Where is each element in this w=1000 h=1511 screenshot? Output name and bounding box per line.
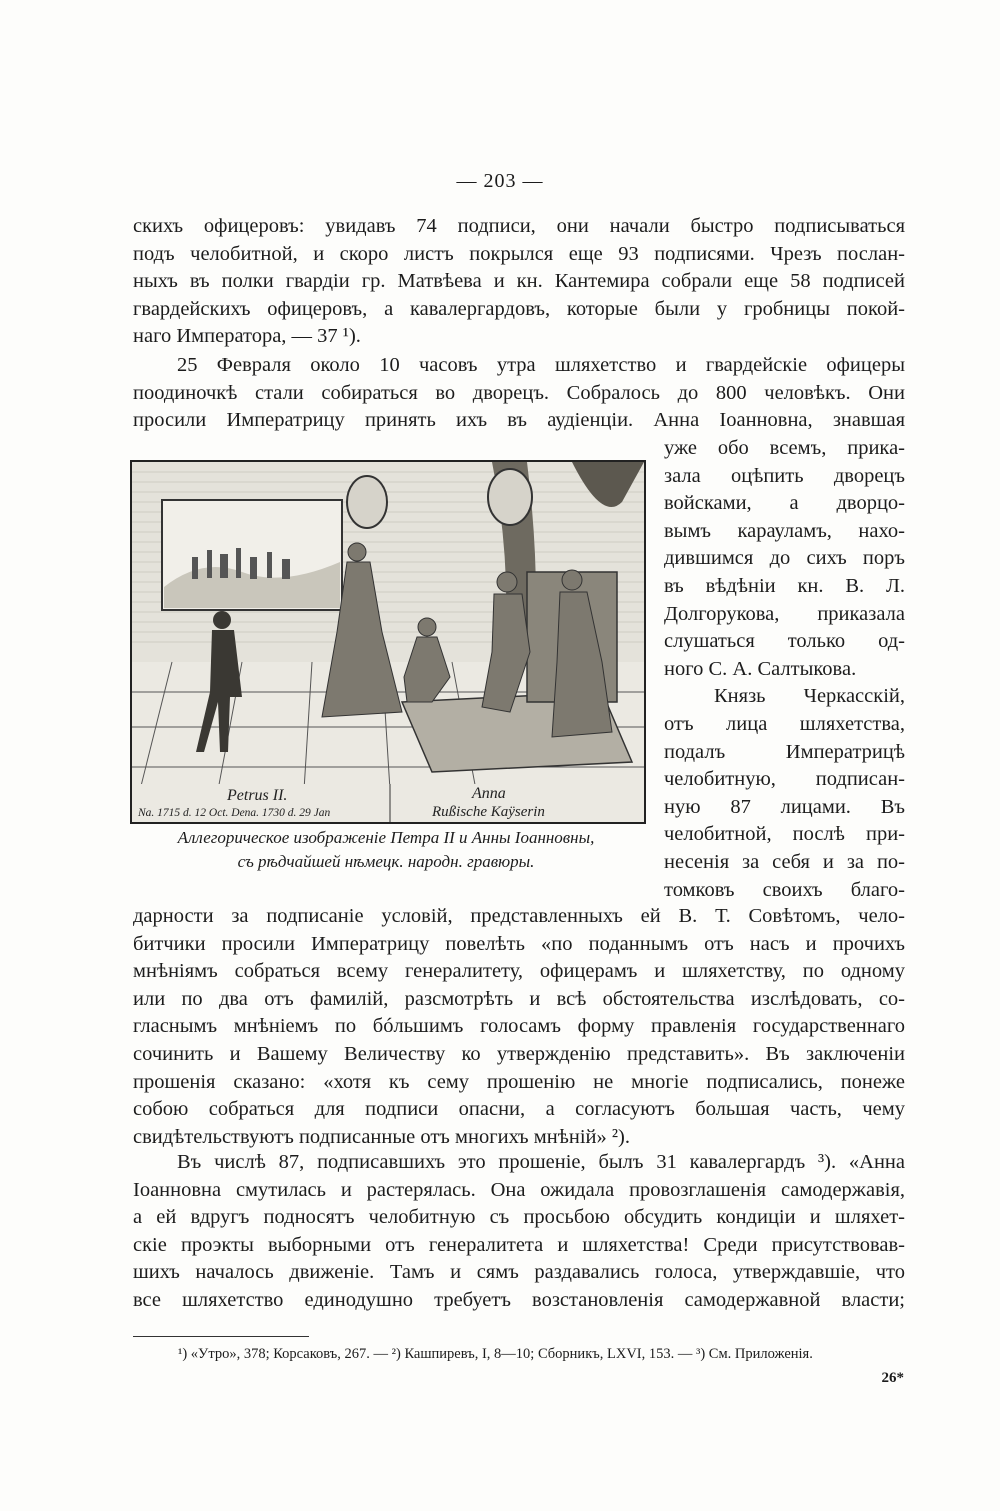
page-number: — 203 — [456, 170, 544, 192]
text-line: ную 87 лицами. Въ [664, 795, 905, 818]
text-line: поодиночкѣ стали собираться во дворецъ. Собралось до 800 человѣкъ. Они [133, 381, 905, 404]
text-line: дившимся до сихъ поръ [664, 547, 905, 570]
paragraph-3 [133, 903, 905, 1151]
engraving-illustration [130, 460, 646, 824]
text-line: гвардейскихъ офицеровъ, а кавалергардовъ, которые были у гробницы покой- [133, 297, 905, 320]
text-line: ныхъ въ полки гвардіи гр. Матвѣева и кн. Кантемира собрали еще 58 подписей [133, 270, 905, 293]
text-line: а ей вдругъ подносятъ челобитную съ просьбою обсудить кондиціи и шляхет- [133, 1206, 905, 1229]
text-line: вымъ карауламъ, нахо- [664, 519, 905, 542]
right-inscription-title: Rußische Kaÿserin [432, 804, 545, 820]
text-line: отъ лица шляхетства, [664, 712, 905, 735]
text-line: прошенія сказано: «хотя къ сему прошенію не многіе подписались, понеже [133, 1070, 905, 1093]
text-line: подъ челобитной, и скоро листъ покрылся еще 93 подписями. Чрезъ послан- [133, 242, 905, 265]
figure-caption [130, 826, 642, 874]
text-line: слушаться только од- [664, 630, 905, 653]
text-line: челобитной, послѣ при- [664, 823, 905, 846]
text-line: или по два отъ фамилій, разсмотрѣть и всѣ обстоятельства изслѣдовать, со- [133, 987, 905, 1010]
right-inscription-name: Anna [472, 785, 506, 802]
paragraph-4 [133, 1149, 905, 1315]
caption-line: Аллегорическое изображеніе Петра II и Анны Іоанновны, [177, 828, 595, 847]
caption-line: съ рѣдчайшей нѣмецк. народн. гравюры. [237, 852, 535, 871]
side-column-text [664, 435, 905, 904]
text-line: войсками, а дворцо- [664, 492, 905, 515]
text-line: Князь Черкасскій, [714, 685, 905, 708]
text-line: 25 Февраля около 10 часовъ утра шляхетство и гвардейскіе офицеры [177, 354, 905, 376]
text-line: битчики просили Императрицу повелѣть «по поданнымъ отъ насъ и прочихъ [133, 932, 905, 955]
footnote-divider [133, 1336, 309, 1337]
text-line: томковъ своихъ благо- [664, 878, 905, 901]
text-line: шихъ началось движеніе. Тамъ и сямъ раздавались голоса, утверждавшіе, что [133, 1261, 905, 1284]
text-line: просили Императрицу принять ихъ въ аудіенціи. Анна Іоанновна, знавшая [133, 409, 905, 432]
text-line: гласнымъ мнѣніемъ по бóльшимъ голосамъ форму правленія государственнаго [133, 1015, 905, 1038]
text-line: сочинить и Вашему Величеству ко утвержденію представить». Въ заключеніи [133, 1042, 905, 1065]
paragraph-2 [133, 352, 905, 435]
text-line: зала оцѣпить дворецъ [664, 464, 905, 487]
text-line: скихъ офицеровъ: увидавъ 74 подписи, они начали быстро подписываться [133, 215, 905, 237]
left-inscription-name: Petrus II. [227, 787, 288, 804]
text-line: все шляхетство единодушно требуетъ возстановленія самодержавной власти; [133, 1288, 905, 1311]
text-line: ного С. А. Салтыкова. [664, 657, 857, 680]
text-line: собою собраться для подписи опасни, а согласуютъ большая часть, чему [133, 1098, 905, 1121]
text-line: дарности за подписаніе условій, представленныхъ ей В. Т. Совѣтомъ, чело- [133, 905, 905, 927]
engraving-drawing [132, 462, 644, 822]
text-line: Долгорукова, приказала [664, 602, 905, 625]
text-line: наго Императора, — 37 ¹). [133, 325, 361, 348]
text-line: скіе проэкты выборными отъ генералитета и шляхетства! Среди присутствовав- [133, 1233, 905, 1256]
text-line: Въ числѣ 87, подписавшихъ это прошеніе, былъ 31 кавалергардъ ³). «Анна [177, 1151, 905, 1173]
text-line: челобитную, подписан- [664, 768, 905, 791]
left-inscription-dates: Na. 1715 d. 12 Oct. Dena. 1730 d. 29 Jan [138, 807, 331, 819]
text-line: подалъ Императрицѣ [664, 740, 905, 763]
footnotes: ¹) «Утро», 378; Корсаковъ, 267. — ²) Кашпиревъ, I, 8—10; Сборникъ, LXVI, 153. — ³) См. Приложенія. [178, 1346, 813, 1362]
text-line: уже обо всемъ, прика- [664, 437, 905, 459]
paragraph-1 [133, 213, 905, 351]
text-line: въ вѣдѣніи кн. В. Л. [664, 574, 905, 597]
signature-mark: 26* [881, 1370, 904, 1386]
text-line: несенія за себя и за по- [664, 850, 905, 873]
text-line: свидѣтельствуютъ подписанные отъ многихъ мнѣній» ²). [133, 1125, 630, 1148]
text-line: мнѣніямъ собраться всему генералитету, офицерамъ и шляхетству, по одному [133, 960, 905, 983]
text-line: Іоанновна смутилась и растерялась. Она ожидала провозглашенія самодержавія, [133, 1178, 905, 1201]
